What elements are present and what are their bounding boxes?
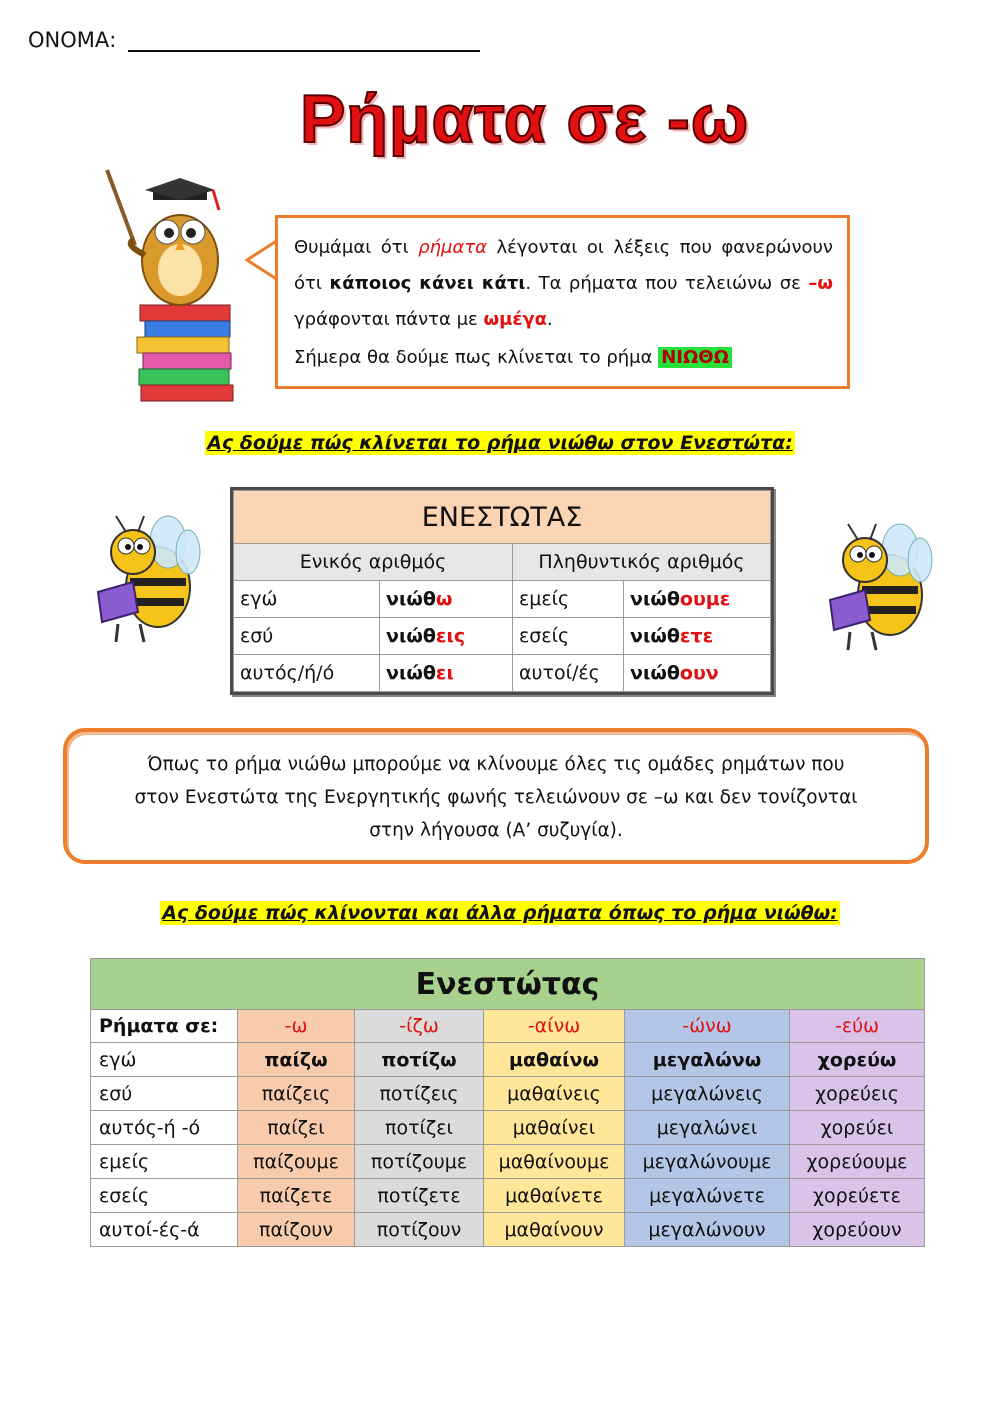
heading-1: Ας δούμε πώς κλίνεται το ρήμα νιώθω στον Ενεστώτα: [207, 432, 793, 454]
table-row: εσύ νιώθεις εσείς νιώθετε [234, 618, 771, 655]
intro-keyword-action: κάποιος κάνει κάτι [329, 273, 526, 294]
table2-label: Ρήματα σε: [91, 1010, 238, 1043]
name-field[interactable] [28, 28, 480, 52]
table-row: αυτοί-ές-ά παίζουν ποτίζουν μαθαίνουν μεγαλώνουν χορεύουν [91, 1213, 925, 1247]
rule-line-3: στην λήγουσα (Α’ συζυγία). [369, 820, 623, 841]
conjugation-table-niotho [230, 487, 774, 695]
intro-keyword-ending: –ω [808, 273, 833, 294]
table-row: εσύ παίζεις ποτίζεις μαθαίνεις μεγαλώνεις χορεύεις [91, 1077, 925, 1111]
table-row: εγώ νιώθω εμείς νιώθουμε [234, 581, 771, 618]
table1-singular-header: Ενικός αριθμός [234, 544, 513, 581]
rule-box [63, 728, 929, 864]
heading-2: Ας δούμε πώς κλίνονται και άλλα ρήματα όπως το ρήμα νιώθω: [162, 902, 838, 924]
intro-keyword-rimata: ρήματα [418, 237, 488, 258]
bee-reading-icon [88, 512, 203, 647]
rule-line-1: Όπως το ρήμα νιώθω μπορούμε να κλίνουμε όλες τις ομάδες ρημάτων που [147, 754, 845, 775]
table-row: εγώ παίζω ποτίζω μαθαίνω μεγαλώνω χορεύω [91, 1043, 925, 1077]
table-row: εσείς παίζετε ποτίζετε μαθαίνετε μεγαλώνετε χορεύετε [91, 1179, 925, 1213]
table-row: εμείς παίζουμε ποτίζουμε μαθαίνουμε μεγαλώνουμε χορεύουμε [91, 1145, 925, 1179]
intro-bubble [275, 215, 850, 389]
intro-paragraph-2: Σήμερα θα δούμε πως κλίνεται το ρήμα ΝΙΩΘΩ [294, 340, 833, 376]
table2-header-row: Ρήματα σε: -ω -ίζω -αίνω -ώνω -εύω [91, 1010, 925, 1043]
name-line[interactable] [128, 28, 480, 52]
table2-title: Ενεστώτας [91, 959, 925, 1010]
intro-verb-highlight: ΝΙΩΘΩ [658, 347, 732, 368]
conjugation-table-groups [90, 958, 925, 1247]
table1-title: ΕΝΕΣΤΩΤΑΣ [234, 491, 771, 544]
bee-reading-icon-right [820, 520, 935, 655]
table-row: αυτός/ή/ό νιώθει αυτοί/ές νιώθουν [234, 655, 771, 692]
page-title: Ρήματα σε -ω [300, 81, 750, 157]
heading-2-row [0, 902, 1000, 924]
bubble-tail-icon [245, 238, 279, 282]
table-row: αυτός-ή -ό παίζει ποτίζει μαθαίνει μεγαλώνει χορεύει [91, 1111, 925, 1145]
table1-plural-header: Πληθυντικός αριθμός [513, 544, 771, 581]
heading-1-row [0, 432, 1000, 454]
intro-paragraph-1: Θυμάμαι ότι ρήματα λέγονται οι λέξεις που φανερώνουν ότι κάποιος κάνει κάτι. Τα ρήματα που τελειώνω σε –ω γράφονται πάντα με ωμέγα. [294, 237, 833, 330]
owl-teacher-icon [95, 160, 245, 410]
name-label: ΟΝΟΜΑ: [28, 28, 117, 52]
rule-line-2: στον Ενεστώτα της Ενεργητικής φωνής τελειώνουν σε –ω και δεν τονίζονται [134, 787, 858, 808]
intro-keyword-omega: ωμέγα [483, 309, 548, 330]
